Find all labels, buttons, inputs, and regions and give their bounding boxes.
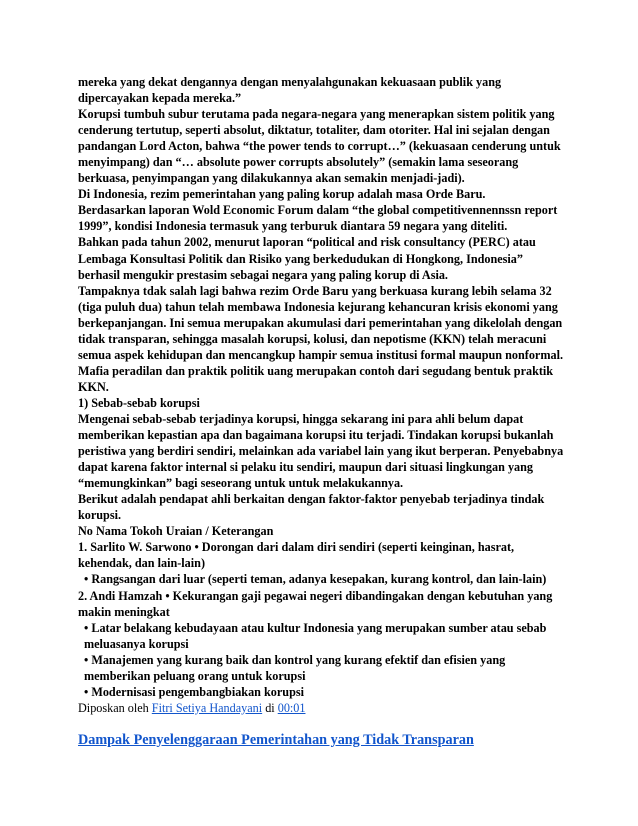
expert-bullet-external: • Rangsangan dari luar (seperti teman, adanya kesepakan, kurang kontrol, dan lain-lain) [84, 572, 547, 587]
expert-row-sarwono: 1. Sarlito W. Sarwono • Dorongan dari dalam diri sendiri (seperti keinginan, hasrat, kehendak, dan lain-lain) [78, 540, 515, 571]
expert-bullet-culture: • Latar belakang kebudayaan atau kultur Indonesia yang merupakan sumber atau sebab meluasanya korupsi [84, 620, 547, 651]
paragraph-causes: Mengenai sebab-sebab terjadinya korupsi, hingga sekarang ini para ahli belum dapat memberikan kepastian apa dan bagaimana korupsi itu terjadi. Tindakan korupsi bukanlah peristiwa yang berdiri sendiri, melainkan ada variabel lain yang ikut berperan. Penyebabnya dapat karena faktor internal si pelaku itu sendiri, maupun dari situasi lingkungan yang “memungkinkan” bagi seseorang untuk untuk melakukannya. [78, 411, 564, 491]
byline-middle: di [262, 700, 278, 715]
expert-bullet-modernization: • Modernisasi pengembangbiakan korupsi [84, 684, 304, 699]
paragraph-expert-intro: Berikut adalah pendapat ahli berkaitan dengan faktor-faktor penyebab terjadinya tindak korupsi. [78, 492, 545, 523]
paragraph-wef-report: Berdasarkan laporan Wold Economic Forum dalam “the global competitivennennssn report 1999”, kondisi Indonesia termasuk yang terburuk diantara 59 negara yang diteliti. [78, 203, 558, 234]
document-page [78, 74, 568, 748]
paragraph-orde-baru: Di Indonesia, rezim pemerintahan yang paling korup adalah masa Orde Baru. [78, 187, 486, 202]
paragraph-perc-report: Bahkan pada tahun 2002, menurut laporan “political and risk consultancy (PERC) atau Lembaga Konsultasi Politik dan Risiko yang berkedudukan di Hongkong, Indonesia” berhasil mengukir prestasim sebagai negara yang paling korup di Asia. [78, 235, 536, 282]
author-link[interactable]: Fitri Setiya Handayani [151, 700, 263, 715]
table-header-line: No Nama Tokoh Uraian / Keterangan [78, 524, 274, 539]
paragraph-kkn: Tampaknya tdak salah lagi bahwa rezim Orde Baru yang berkuasa kurang lebih selama 32 (tiga puluh dua) tahun telah membawa Indonesia kejurang kehancuran krisis ekonomi yang berkepanjangan. Ini semua merupakan akumulasi dari pemerintahan yang dikelolah dengan tidak transparan, sehingga masalah korupsi, kolusi, dan nepotisme (KKN) telah meracuni semua aspek kehidupan dan mencangkup hampir semua institusi formal maupun nonformal. Mafia peradilan dan praktik politik uang merupakan contoh dari segudang bentuk praktik KKN. [78, 283, 564, 394]
byline-prefix: Diposkan oleh [78, 700, 152, 715]
post-byline [78, 700, 568, 716]
paragraph-corruption-systems: Korupsi tumbuh subur terutama pada negara-negara yang menerapkan sistem politik yang cenderung tertutup, seperti absolut, diktatur, totaliter, dam otoriter. Hal ini sejalan dengan pandangan Lord Acton, bahwa “the power tends to corrupt…” (kekuasaan cenderung untuk menyimpang) dan “… absolute power corrupts absolutely” (semakin lama seseorang berkuasa, penyimpangan yang dilakukannya akan semakin menjadi-jadi). [78, 107, 561, 186]
section-heading-causes: 1) Sebab-sebab korupsi [78, 395, 200, 410]
timestamp-link[interactable]: 00:01 [277, 700, 306, 715]
paragraph-intro-continuation: mereka yang dekat dengannya dengan menyalahgunakan kekuasaan publik yang dipercayakan kepada mereka.” [78, 75, 502, 106]
next-post-title-link[interactable]: Dampak Penyelenggaraan Pemerintahan yang Tidak Transparan [78, 731, 474, 748]
expert-row-hamzah: 2. Andi Hamzah • Kekurangan gaji pegawai negeri dibandingakan dengan kebutuhan yang makin meningkat [78, 588, 553, 619]
expert-bullet-management: • Manajemen yang kurang baik dan kontrol yang kurang efektif dan efisien yang memberikan peluang orang untuk korupsi [84, 652, 506, 683]
